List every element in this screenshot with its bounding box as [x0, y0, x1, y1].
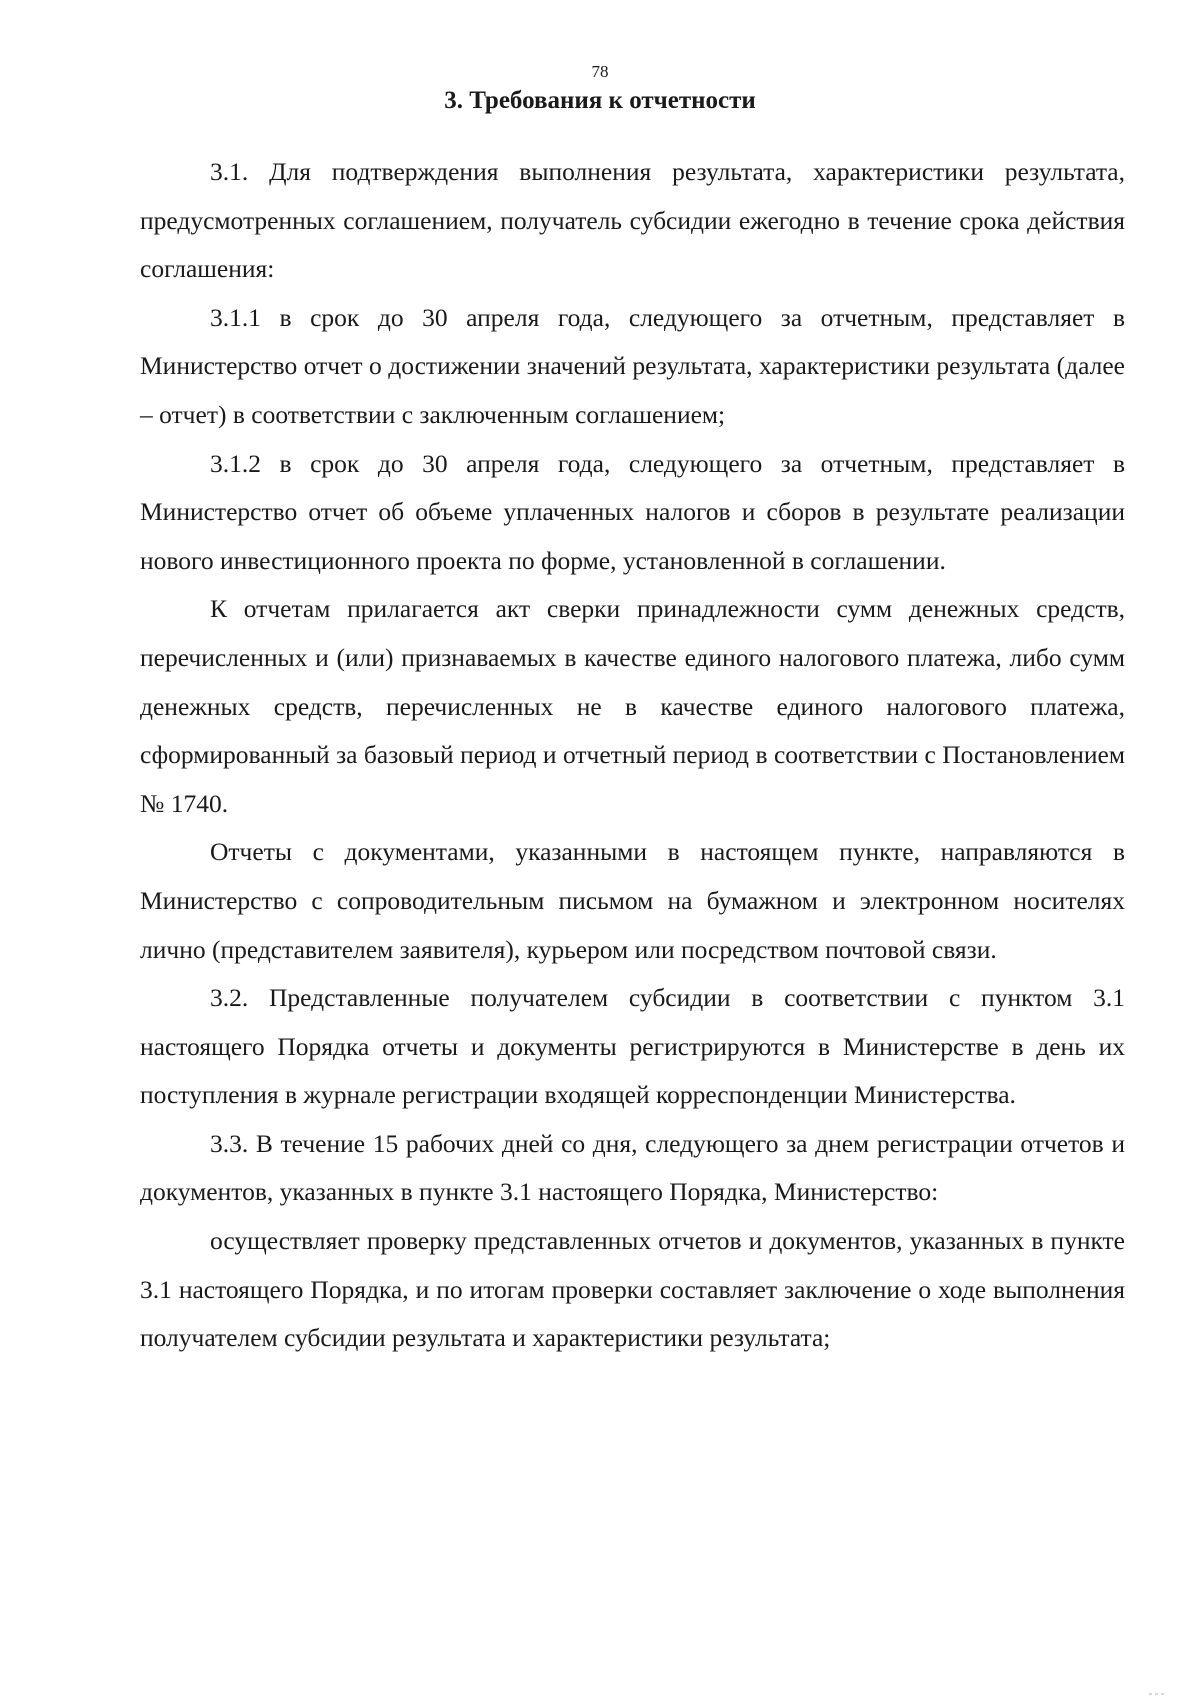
paragraph-submission: Отчеты с документами, указанными в настоящем пункте, направляются в Министерство с сопроводительным письмом на бумажном и электронном носителях лично (представителем заявителя), курьером или посредством почтовой связи.	[140, 837, 1125, 964]
paragraph-3-2: 3.2. Представленные получателем субсидии в соответствии с пунктом 3.1 настоящего Порядка отчеты и документы регистрируются в Министерстве в день их поступления в журнале регистрации входящей корреспонденции Министерства.	[140, 983, 1125, 1110]
paragraph-3-1-1: 3.1.1 в срок до 30 апреля года, следующего за отчетным, представляет в Министерство отчет о достижении значений результата, характеристики результата (далее – отчет) в соответствии с заключенным соглашением;	[140, 302, 1125, 429]
paragraph-3-1-2: 3.1.2 в срок до 30 апреля года, следующего за отчетным, представляет в Министерство отчет об объеме уплаченных налогов и сборов в результате реализации нового инвестиционного проекта по форме, установленной в соглашении.	[140, 448, 1125, 575]
paragraph-verification: осуществляет проверку представленных отчетов и документов, указанных в пункте 3.1 настоящего Порядка, и по итогам проверки составляет заключение о ходе выполнения получателем субсидии результата и характеристики результата;	[140, 1226, 1125, 1353]
document-body	[140, 148, 1125, 1363]
page-number: 78	[591, 62, 609, 81]
paragraph-3-3: 3.3. В течение 15 рабочих дней со дня, следующего за днем регистрации отчетов и документов, указанных в пункте 3.1 настоящего Порядка, Министерство:	[140, 1128, 1125, 1207]
paragraph-attachments: К отчетам прилагается акт сверки принадлежности сумм денежных средств, перечисленных и (или) признаваемых в качестве единого налогового платежа, либо сумм денежных средств, перечисленных не в качестве единого налогового платежа, сформированный за базовый период и отчетный период в соответствии с Постановлением № 1740.	[140, 594, 1125, 818]
scan-edge-mark-bottom	[1146, 1687, 1186, 1695]
scan-edge-mark	[1078, 0, 1188, 6]
paragraph-3-1: 3.1. Для подтверждения выполнения результата, характеристики результата, предусмотренных соглашением, получатель субсидии ежегодно в течение срока действия соглашения:	[140, 157, 1125, 284]
section-heading: 3. Требования к отчетности	[444, 87, 756, 114]
